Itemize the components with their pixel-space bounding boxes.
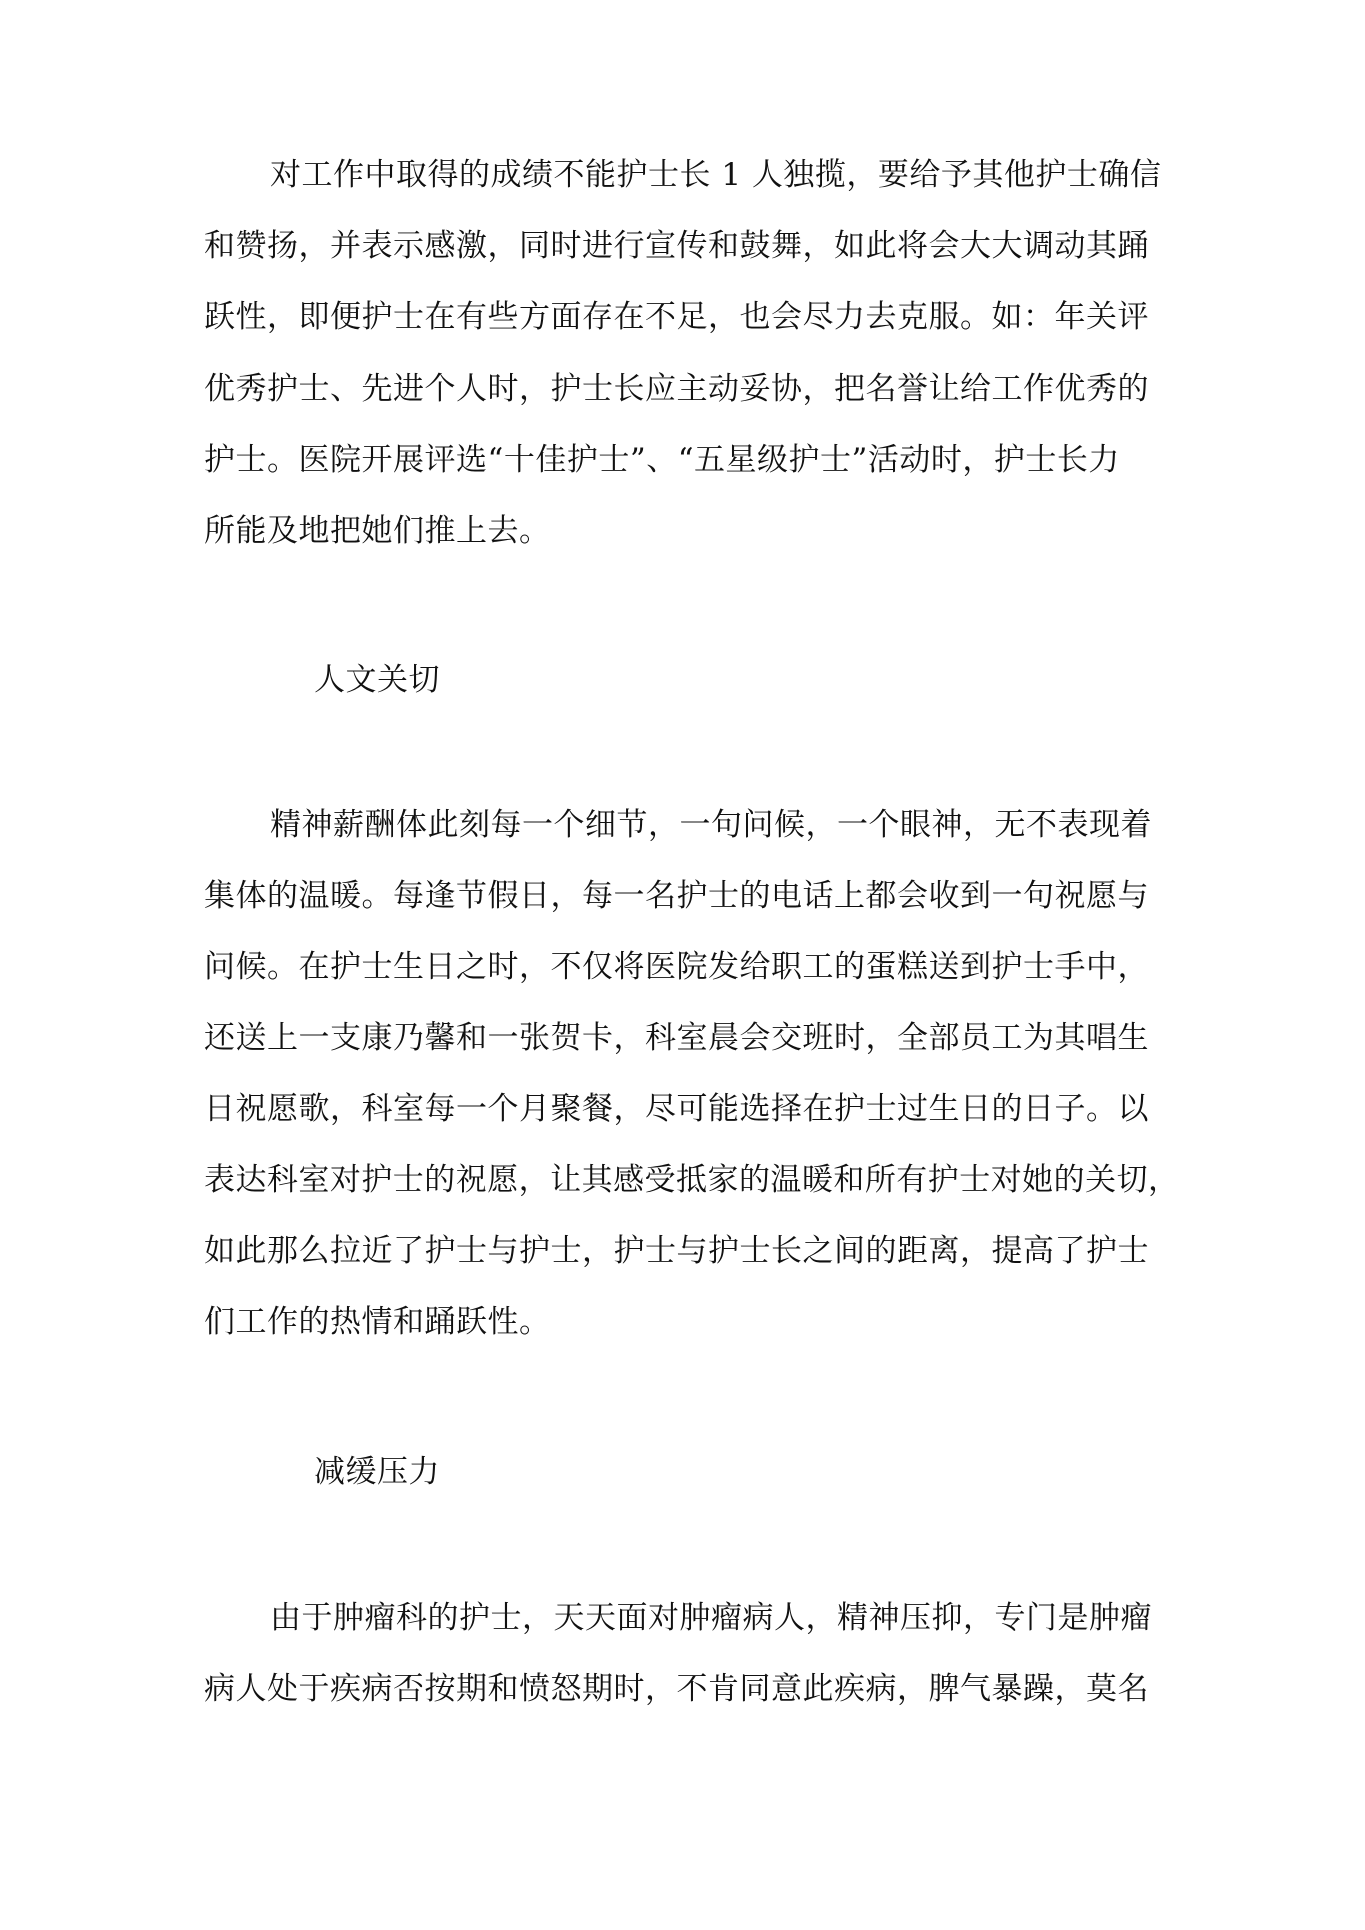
paragraph-2-line-2: 集体的温暖。每逢节假日，每一名护士的电话上都会收到一句祝愿与 [204,878,1149,914]
paragraph-2-line-7: 如此那么拉近了护士与护士，护士与护士长之间的距离，提高了护士 [204,1233,1149,1269]
paragraph-1-line-2: 和赞扬，并表示感激，同时进行宣传和鼓舞，如此将会大大调动其踊 [204,228,1149,264]
paragraph-2-line-8: 们工作的热情和踊跃性。 [204,1304,551,1340]
paragraph-1-line-5: 护士。医院开展评选“十佳护士”、“五星级护士”活动时，护士长力 [204,442,1120,478]
paragraph-2-line-4: 还送上一支康乃馨和一张贺卡，科室晨会交班时，全部员工为其唱生 [204,1020,1149,1056]
section-heading-humanistic-care: 人文关切 [314,662,440,698]
paragraph-2-line-6: 表达科室对护士的祝愿，让其感受抵家的温暖和所有护士对她的关切， [204,1162,1180,1198]
paragraph-1-line-1: 对工作中取得的成绩不能护士长 1 人独揽，要给予其他护士确信 [270,157,1162,193]
paragraph-3-line-1: 由于肿瘤科的护士，天天面对肿瘤病人，精神压抑，专门是肿瘤 [270,1600,1152,1636]
paragraph-1-line-6: 所能及地把她们推上去。 [204,513,551,549]
section-heading-reduce-stress: 减缓压力 [314,1454,440,1490]
paragraph-1-line-3: 跃性，即便护士在有些方面存在不足，也会尽力去克服。如：年关评 [204,299,1149,335]
paragraph-1-line-4: 优秀护士、先进个人时，护士长应主动妥协，把名誉让给工作优秀的 [204,371,1149,407]
paragraph-2-line-5: 日祝愿歌，科室每一个月聚餐，尽可能选择在护士过生日的日子。以 [204,1091,1149,1127]
paragraph-3-line-2: 病人处于疾病否按期和愤怒期时，不肯同意此疾病，脾气暴躁，莫名 [204,1671,1149,1707]
paragraph-2-line-1: 精神薪酬体此刻每一个细节，一句问候，一个眼神，无不表现着 [270,807,1152,843]
paragraph-2-line-3: 问候。在护士生日之时，不仅将医院发给职工的蛋糕送到护士手中， [204,949,1149,985]
